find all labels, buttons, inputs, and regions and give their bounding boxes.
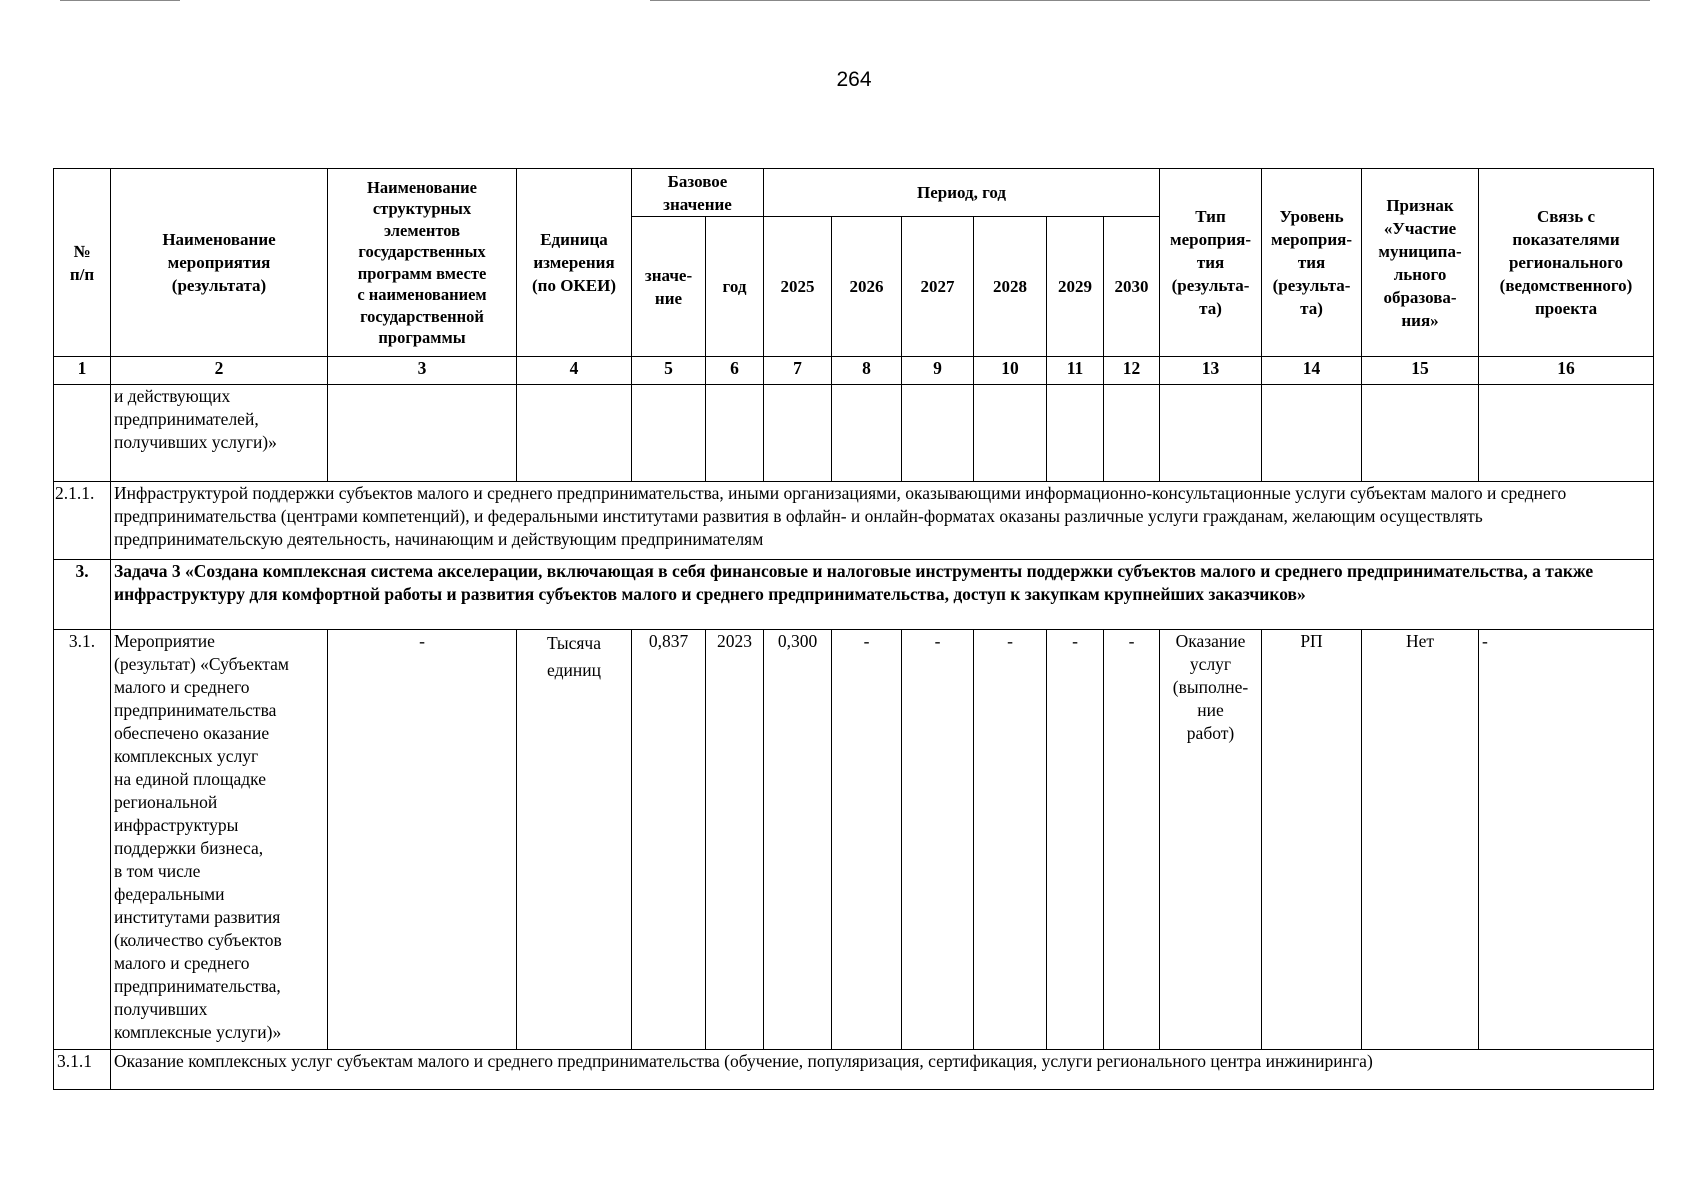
cell-empty — [1047, 385, 1104, 482]
value-2030: - — [1104, 630, 1160, 1050]
header-unit: Единица измерения (по ОКЕИ) — [517, 169, 632, 357]
cell-empty — [54, 385, 111, 482]
cell-empty — [1362, 385, 1479, 482]
column-number: 3 — [328, 357, 517, 385]
cell-empty — [902, 385, 974, 482]
cell-empty — [764, 385, 832, 482]
base-value: 0,837 — [632, 630, 706, 1050]
continuation-row — [54, 385, 1654, 482]
row-2-1-1 — [54, 482, 1654, 560]
column-number: 10 — [974, 357, 1047, 385]
header-year-2025: 2025 — [764, 217, 832, 357]
task-3-text: Задача 3 «Создана комплексная система акселерации, включающая в себя финансовые и налоговые инструменты поддержки субъектов малого и среднего предпринимательства, а также инфраструктуру для комфортной работы и развития субъектов малого и среднего предпринимательства, доступ к закупкам крупнейших заказчиков» — [111, 560, 1654, 630]
cell-empty — [1104, 385, 1160, 482]
value-2028: - — [974, 630, 1047, 1050]
header-level: Уровень мероприя- тия (результа- та) — [1262, 169, 1362, 357]
row-2-1-1-text: Инфраструктурой поддержки субъектов малого и среднего предпринимательства, иными организациями, оказывающими информационно-консультационные услуги субъектам малого и среднего предпринимательства (центрами компетенций), и федеральными институтами развития в офлайн- и онлайн-форматах оказаны различные услуги гражданам, желающим осуществлять предпринимательскую деятельность, начинающим и действующим предпринимателям — [111, 482, 1654, 560]
header-link: Связь с показателями регионального (ведомственного) проекта — [1479, 169, 1654, 357]
row-number: 2.1.1. — [54, 482, 111, 560]
page-number: 264 — [836, 68, 872, 91]
column-number: 15 — [1362, 357, 1479, 385]
project-link: - — [1479, 630, 1654, 1050]
cell-empty — [1479, 385, 1654, 482]
column-number: 5 — [632, 357, 706, 385]
header-base-value: значе- ние — [632, 217, 706, 357]
header-row-1 — [54, 169, 1654, 217]
header-name: Наименование мероприятия (результата) — [111, 169, 328, 357]
header-year-2026: 2026 — [832, 217, 902, 357]
row-3-1-1-text: Оказание комплексных услуг субъектам малого и среднего предпринимательства (обучение, популяризация, сертификация, услуги регионального центра инжиниринга) — [111, 1050, 1654, 1090]
row-task-3 — [54, 560, 1654, 630]
column-number: 16 — [1479, 357, 1654, 385]
header-period: Период, год — [764, 169, 1160, 217]
base-year: 2023 — [706, 630, 764, 1050]
struct-element: - — [328, 630, 517, 1050]
column-number: 13 — [1160, 357, 1262, 385]
value-2027: - — [902, 630, 974, 1050]
measures-table — [53, 168, 1654, 1090]
column-number: 14 — [1262, 357, 1362, 385]
top-scan-rule-right — [650, 0, 1650, 1]
column-numbers-row — [54, 357, 1654, 385]
cell-empty — [517, 385, 632, 482]
header-base: Базовое значение — [632, 169, 764, 217]
header-year-2029: 2029 — [1047, 217, 1104, 357]
column-number: 9 — [902, 357, 974, 385]
cell-empty — [328, 385, 517, 482]
header-no: № п/п — [54, 169, 111, 357]
row-3-1 — [54, 630, 1654, 1050]
cell-empty — [832, 385, 902, 482]
header-year-2027: 2027 — [902, 217, 974, 357]
column-number: 7 — [764, 357, 832, 385]
column-number: 6 — [706, 357, 764, 385]
header-base-year: год — [706, 217, 764, 357]
top-scan-rule-left — [60, 0, 180, 1]
cell-empty — [1160, 385, 1262, 482]
cell-empty — [1262, 385, 1362, 482]
header-type: Тип мероприя- тия (результа- та) — [1160, 169, 1262, 357]
municipal-participation: Нет — [1362, 630, 1479, 1050]
column-number: 12 — [1104, 357, 1160, 385]
measure-type: Оказание услуг (выполне- ние работ) — [1160, 630, 1262, 1050]
cell-empty — [706, 385, 764, 482]
measure-level: РП — [1262, 630, 1362, 1050]
row-number: 3.1.1 — [54, 1050, 111, 1090]
value-2029: - — [1047, 630, 1104, 1050]
column-number: 1 — [54, 357, 111, 385]
measure-name: Мероприятие (результат) «Субъектам малого и среднего предпринимательства обеспечено оказание комплексных услуг на единой площадке региональной инфраструктуры поддержки бизнеса, в том числе федеральными институтами развития (количество субъектов малого и среднего предпринимательства, получивших комплексные услуги)» — [111, 630, 328, 1050]
header-year-2028: 2028 — [974, 217, 1047, 357]
column-number: 4 — [517, 357, 632, 385]
row-number: 3. — [54, 560, 111, 630]
unit: Тысяча единиц — [517, 630, 632, 1050]
header-sign: Признак «Участие муниципа- льного образова- ния» — [1362, 169, 1479, 357]
cell-empty — [632, 385, 706, 482]
header-year-2030: 2030 — [1104, 217, 1160, 357]
column-number: 2 — [111, 357, 328, 385]
column-number: 11 — [1047, 357, 1104, 385]
continuation-text: и действующих предпринимателей, получивших услуги)» — [111, 385, 328, 482]
row-number: 3.1. — [54, 630, 111, 1050]
header-struct: Наименование структурных элементов государственных программ вместе с наименованием государственной программы — [328, 169, 517, 357]
value-2025: 0,300 — [764, 630, 832, 1050]
column-number: 8 — [832, 357, 902, 385]
value-2026: - — [832, 630, 902, 1050]
cell-empty — [974, 385, 1047, 482]
row-3-1-1 — [54, 1050, 1654, 1090]
